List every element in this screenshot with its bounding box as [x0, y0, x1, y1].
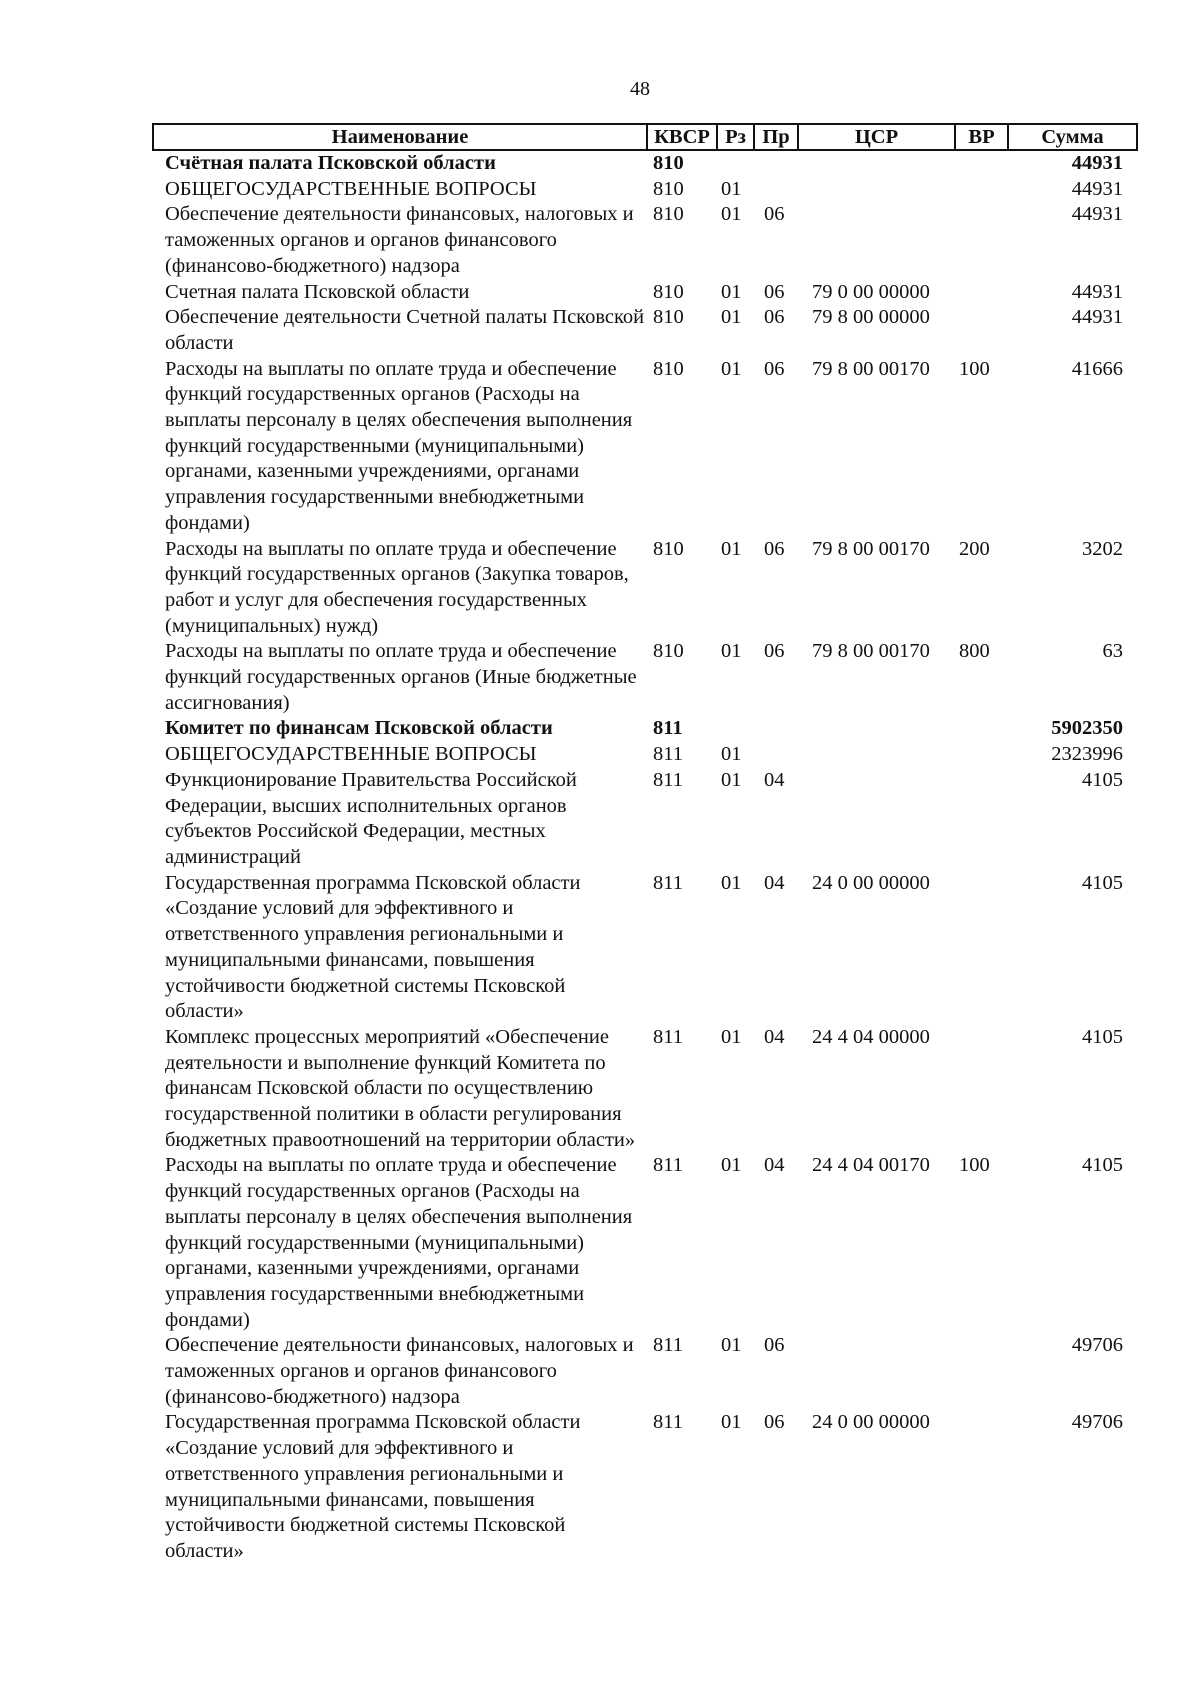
header-kvsr: КВСР: [647, 124, 717, 150]
cell-rz: 01: [721, 280, 742, 303]
cell-sum: 44931: [1071, 177, 1123, 200]
cell-csr: [798, 768, 955, 871]
table-header: [153, 124, 1137, 150]
cell-pr: 04: [764, 871, 785, 894]
cell-csr: [798, 202, 955, 279]
table-row: [153, 280, 1137, 306]
cell-pr: [754, 150, 798, 177]
cell-vr: [955, 202, 1008, 279]
cell-csr: 79 0 00 00000: [812, 280, 930, 303]
cell-kvsr: 811: [653, 768, 683, 791]
table-row: [153, 742, 1137, 768]
cell-name: Комитет по финансам Псковской области: [165, 717, 553, 740]
cell-kvsr: 811: [653, 1411, 683, 1434]
cell-name: Счетная палата Псковской области: [165, 280, 470, 303]
cell-vr: [955, 716, 1008, 742]
cell-rz: 01: [721, 871, 742, 894]
cell-name: Расходы на выплаты по оплате труда и обеспечение функций государственных органов (Расходы на выплаты персоналу в целях обеспечения выполнения функций государственными (муниципальными) органами, казенными учреждениями, органами управления государственными внебюджетными фондами): [165, 357, 633, 534]
cell-kvsr: 810: [653, 203, 684, 226]
cell-rz: 01: [721, 203, 742, 226]
cell-vr: [955, 1410, 1008, 1564]
table-row: [153, 1025, 1137, 1154]
cell-name: ОБЩЕГОСУДАРСТВЕННЫЕ ВОПРОСЫ: [165, 177, 537, 200]
cell-vr: [955, 177, 1008, 203]
table-row: [153, 1410, 1137, 1564]
cell-pr: 04: [764, 1025, 785, 1048]
cell-kvsr: 811: [653, 1025, 683, 1048]
cell-csr: 24 4 04 00000: [812, 1025, 930, 1048]
cell-vr: 800: [959, 640, 990, 663]
cell-name: Функционирование Правительства Российской Федерации, высших исполнительных органов субъектов Российской Федерации, местных администраций: [165, 768, 577, 868]
cell-kvsr: 811: [653, 871, 683, 894]
cell-sum: 49706: [1071, 1411, 1123, 1434]
cell-kvsr: 810: [653, 357, 684, 380]
cell-sum: 44931: [1071, 280, 1123, 303]
cell-rz: 01: [721, 357, 742, 380]
cell-sum: 41666: [1071, 357, 1123, 380]
cell-name: Государственная программа Псковской области «Создание условий для эффективного и ответственного управления региональными и муниципальными финансами, повышения устойчивости бюджетной системы Псковской области»: [165, 1411, 581, 1562]
table-body: [153, 150, 1137, 1565]
cell-rz: 01: [721, 768, 742, 791]
cell-csr: 24 0 00 00000: [812, 1411, 930, 1434]
cell-sum: 44931: [1071, 306, 1123, 329]
table-row: [153, 1153, 1137, 1333]
cell-csr: 24 4 04 00170: [812, 1154, 930, 1177]
cell-vr: 100: [959, 1154, 990, 1177]
cell-pr: 06: [764, 537, 785, 560]
cell-kvsr: 810: [653, 177, 684, 200]
cell-csr: 79 8 00 00170: [812, 537, 930, 560]
cell-kvsr: 810: [653, 306, 684, 329]
cell-sum: 2323996: [1051, 743, 1123, 766]
cell-pr: 04: [764, 768, 785, 791]
cell-csr: [798, 716, 955, 742]
cell-pr: 06: [764, 306, 785, 329]
table-row: [153, 305, 1137, 356]
cell-pr: [754, 742, 798, 768]
cell-name: Расходы на выплаты по оплате труда и обеспечение функций государственных органов (Расходы на выплаты персоналу в целях обеспечения выполнения функций государственными (муниципальными) органами, казенными учреждениями, органами управления государственными внебюджетными фондами): [165, 1154, 633, 1331]
cell-name: Обеспечение деятельности финансовых, налоговых и таможенных органов и органов финансового (финансово-бюджетного) надзора: [165, 203, 634, 277]
cell-sum: 4105: [1082, 1154, 1123, 1177]
cell-name: Комплекс процессных мероприятий «Обеспечение деятельности и выполнение функций Комитета по финансам Псковской области по осуществлению государственной политики в области регулирования бюджетных правоотношений на территории области»: [165, 1025, 636, 1151]
cell-vr: [955, 280, 1008, 306]
cell-csr: 24 0 00 00000: [812, 871, 930, 894]
cell-rz: 01: [721, 1411, 742, 1434]
cell-kvsr: 811: [653, 743, 683, 766]
cell-kvsr: 811: [653, 1154, 683, 1177]
cell-pr: 06: [764, 640, 785, 663]
header-name: Наименование: [153, 124, 647, 150]
cell-csr: [798, 150, 955, 177]
budget-table: [152, 123, 1138, 1565]
cell-vr: [955, 1333, 1008, 1410]
cell-sum: 4105: [1082, 871, 1123, 894]
cell-pr: 06: [764, 357, 785, 380]
cell-sum: 4105: [1082, 1025, 1123, 1048]
table-row: [153, 768, 1137, 871]
cell-rz: 01: [721, 177, 742, 200]
cell-csr: 79 8 00 00000: [812, 306, 930, 329]
cell-pr: [754, 716, 798, 742]
cell-name: Расходы на выплаты по оплате труда и обеспечение функций государственных органов (Иные бюджетные ассигнования): [165, 640, 637, 714]
cell-kvsr: 810: [653, 152, 684, 174]
cell-name: Счётная палата Псковской области: [165, 152, 496, 174]
cell-rz: 01: [721, 640, 742, 663]
cell-vr: 100: [959, 357, 990, 380]
cell-csr: 79 8 00 00170: [812, 640, 930, 663]
header-pr: Пр: [754, 124, 798, 150]
cell-rz: 01: [721, 1334, 742, 1357]
cell-name: Обеспечение деятельности Счетной палаты Псковской области: [165, 306, 645, 354]
cell-pr: 06: [764, 203, 785, 226]
table-row: [153, 639, 1137, 716]
cell-rz: 01: [721, 1154, 742, 1177]
cell-kvsr: 810: [653, 280, 684, 303]
cell-sum: 5902350: [1051, 717, 1123, 740]
cell-rz: 01: [721, 743, 742, 766]
cell-kvsr: 811: [653, 717, 683, 740]
table-row: [153, 871, 1137, 1025]
cell-name: ОБЩЕГОСУДАРСТВЕННЫЕ ВОПРОСЫ: [165, 743, 537, 766]
table-row: [153, 202, 1137, 279]
cell-kvsr: 810: [653, 640, 684, 663]
cell-vr: [955, 871, 1008, 1025]
cell-vr: 200: [959, 537, 990, 560]
page-number: 48: [630, 78, 650, 100]
cell-sum: 44931: [1071, 152, 1123, 174]
cell-csr: [798, 742, 955, 768]
cell-rz: [717, 150, 754, 177]
cell-kvsr: 810: [653, 537, 684, 560]
cell-kvsr: 811: [653, 1334, 683, 1357]
header-sum: Сумма: [1008, 124, 1137, 150]
table-row: [153, 1333, 1137, 1410]
table-row: [153, 716, 1137, 742]
cell-pr: 06: [764, 280, 785, 303]
cell-sum: 3202: [1082, 537, 1123, 560]
table-row: [153, 177, 1137, 203]
cell-vr: [955, 768, 1008, 871]
cell-sum: 49706: [1071, 1334, 1123, 1357]
cell-pr: 06: [764, 1411, 785, 1434]
cell-csr: 79 8 00 00170: [812, 357, 930, 380]
cell-sum: 44931: [1071, 203, 1123, 226]
cell-pr: [754, 177, 798, 203]
cell-vr: [955, 742, 1008, 768]
cell-name: Обеспечение деятельности финансовых, налоговых и таможенных органов и органов финансового (финансово-бюджетного) надзора: [165, 1334, 634, 1408]
cell-name: Расходы на выплаты по оплате труда и обеспечение функций государственных органов (Закупка товаров, работ и услуг для обеспечения государственных (муниципальных) нужд): [165, 537, 629, 637]
cell-csr: [798, 177, 955, 203]
table-row: [153, 357, 1137, 537]
cell-rz: 01: [721, 306, 742, 329]
cell-vr: [955, 305, 1008, 356]
cell-vr: [955, 150, 1008, 177]
header-vr: ВР: [955, 124, 1008, 150]
cell-sum: 63: [1102, 640, 1123, 663]
cell-csr: [798, 1333, 955, 1410]
header-csr: ЦСР: [798, 124, 955, 150]
cell-rz: 01: [721, 537, 742, 560]
cell-name: Государственная программа Псковской области «Создание условий для эффективного и ответственного управления региональными и муниципальными финансами, повышения устойчивости бюджетной системы Псковской области»: [165, 871, 581, 1023]
cell-sum: 4105: [1082, 768, 1123, 791]
cell-pr: 06: [764, 1334, 785, 1357]
cell-pr: 04: [764, 1154, 785, 1177]
table-row: [153, 537, 1137, 640]
header-rz: Рз: [717, 124, 754, 150]
cell-rz: 01: [721, 1025, 742, 1048]
cell-vr: [955, 1025, 1008, 1154]
table-row: [153, 150, 1137, 177]
cell-rz: [717, 716, 754, 742]
